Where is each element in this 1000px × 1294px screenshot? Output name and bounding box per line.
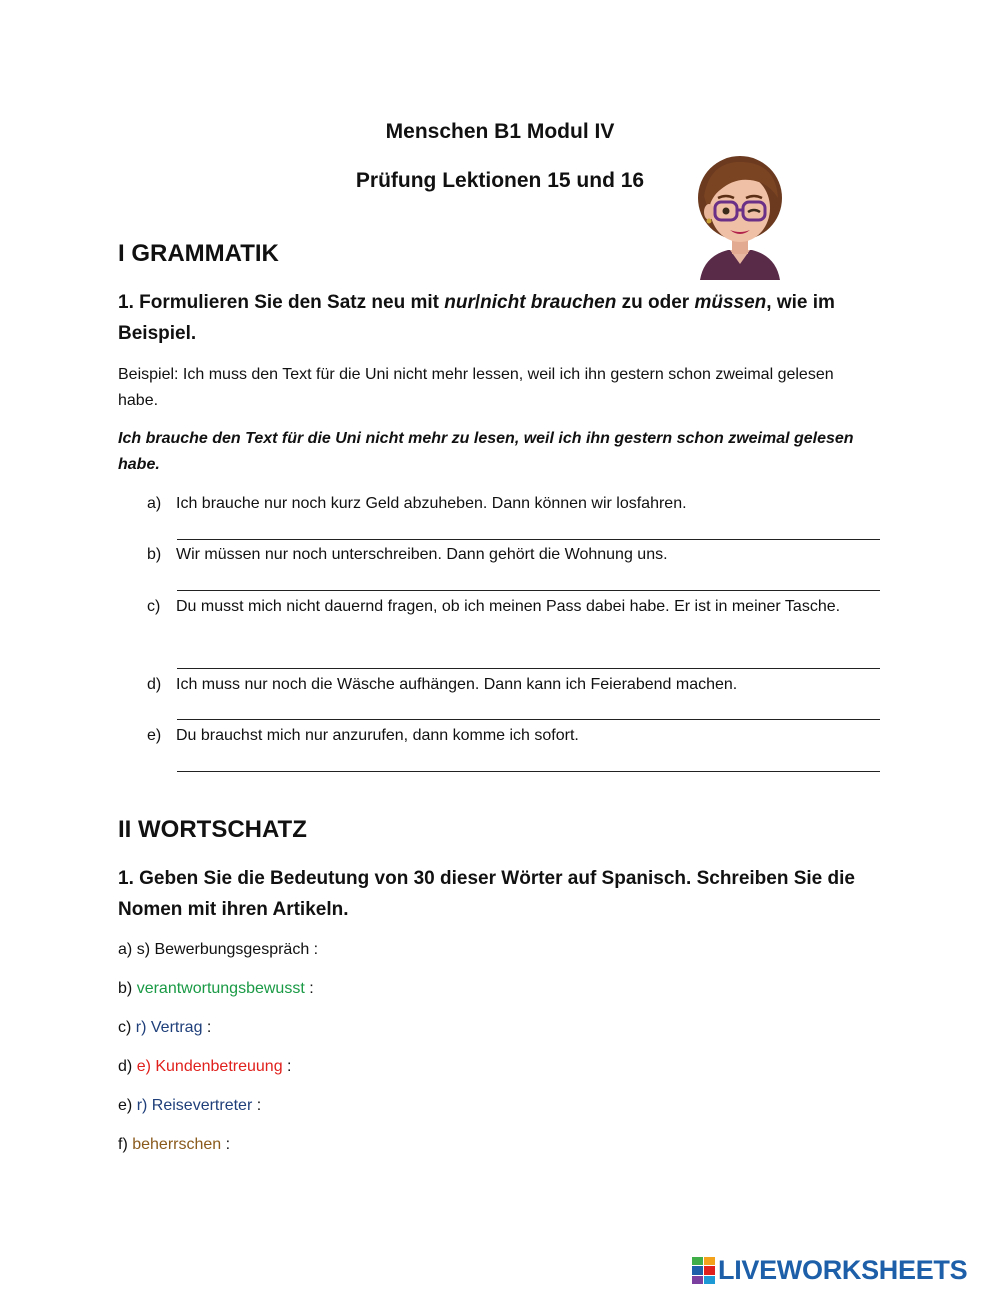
vocab-word: r) Vertrag	[135, 1019, 203, 1036]
answer-line[interactable]	[177, 719, 880, 720]
vocab-letter: a)	[118, 941, 133, 958]
vocab-item: d) e) Kundenbetreuung :	[118, 1058, 292, 1075]
vocab-letter: d)	[118, 1058, 133, 1075]
grammar-task-instruction: 1. Formulieren Sie den Satz neu mit nur/nicht brauchen zu oder müssen, wie im Beispiel.	[118, 292, 835, 344]
vocab-word: beherrschen	[132, 1136, 222, 1153]
exercise-item	[147, 542, 882, 568]
item-text: Ich brauche nur noch kurz Geld abzuheben. Dann können wir losfahren.	[176, 495, 687, 512]
example-answer: Ich brauche den Text für die Uni nicht mehr zu lesen, weil ich ihn gestern schon zweimal gelesen habe.	[118, 430, 854, 473]
vocab-word: verantwortungsbewusst	[136, 980, 305, 997]
exercise-item	[147, 672, 882, 698]
vocab-letter: b)	[118, 980, 133, 997]
vocab-letter: f)	[118, 1136, 128, 1153]
vocab-task-instruction: 1. Geben Sie die Bedeutung von 30 dieser Wörter auf Spanisch. Schreiben Sie die Nomen mit ihren Artikeln.	[118, 868, 855, 920]
vocab-letter: c)	[118, 1019, 132, 1036]
item-letter: e)	[147, 727, 162, 744]
vocab-item: c) r) Vertrag :	[118, 1019, 212, 1036]
vocab-letter: e)	[118, 1097, 133, 1114]
answer-line[interactable]	[177, 771, 880, 772]
item-letter: a)	[147, 495, 162, 512]
teacher-avatar-icon	[690, 152, 790, 280]
example-sentence: Beispiel: Ich muss den Text für die Uni nicht mehr lessen, weil ich ihn gestern schon zweimal gelesen habe.	[118, 366, 834, 409]
worksheet-subtitle: Prüfung Lektionen 15 und 16	[355, 169, 645, 192]
worksheet-title: Menschen B1 Modul IV	[385, 120, 615, 143]
item-letter: d)	[147, 676, 162, 693]
vocab-item: f) beherrschen :	[118, 1136, 231, 1153]
logo-text: LIVEWORKSHEETS	[718, 1255, 968, 1285]
vocab-item: b) verantwortungsbewusst :	[118, 980, 314, 997]
exercise-item	[147, 594, 882, 620]
item-text: Du brauchst mich nur anzurufen, dann komme ich sofort.	[176, 727, 579, 744]
vocab-word: r) Reisevertreter	[136, 1097, 253, 1114]
section-heading-grammatik: I GRAMMATIK	[118, 240, 279, 267]
vocab-word: e) Kundenbetreuung	[136, 1058, 283, 1075]
item-text: Wir müssen nur noch unterschreiben. Dann gehört die Wohnung uns.	[176, 546, 668, 563]
liveworksheets-logo-icon	[692, 1257, 716, 1285]
exercise-item	[147, 491, 882, 517]
item-letter: b)	[147, 546, 162, 563]
item-text: Du musst mich nicht dauernd fragen, ob ich meinen Pass dabei habe. Er ist in meiner Tasche.	[176, 598, 841, 615]
item-text: Ich muss nur noch die Wäsche aufhängen. Dann kann ich Feierabend machen.	[176, 676, 738, 693]
item-letter: c)	[147, 598, 161, 615]
vocab-item: e) r) Reisevertreter :	[118, 1097, 262, 1114]
answer-line[interactable]	[177, 590, 880, 591]
section-heading-wortschatz: II WORTSCHATZ	[118, 816, 307, 843]
vocab-word: s) Bewerbungsgespräch	[136, 941, 310, 958]
answer-line[interactable]	[177, 668, 880, 669]
answer-line[interactable]	[177, 539, 880, 540]
vocab-item: a) s) Bewerbungsgespräch :	[118, 941, 319, 958]
exercise-item	[147, 723, 882, 749]
